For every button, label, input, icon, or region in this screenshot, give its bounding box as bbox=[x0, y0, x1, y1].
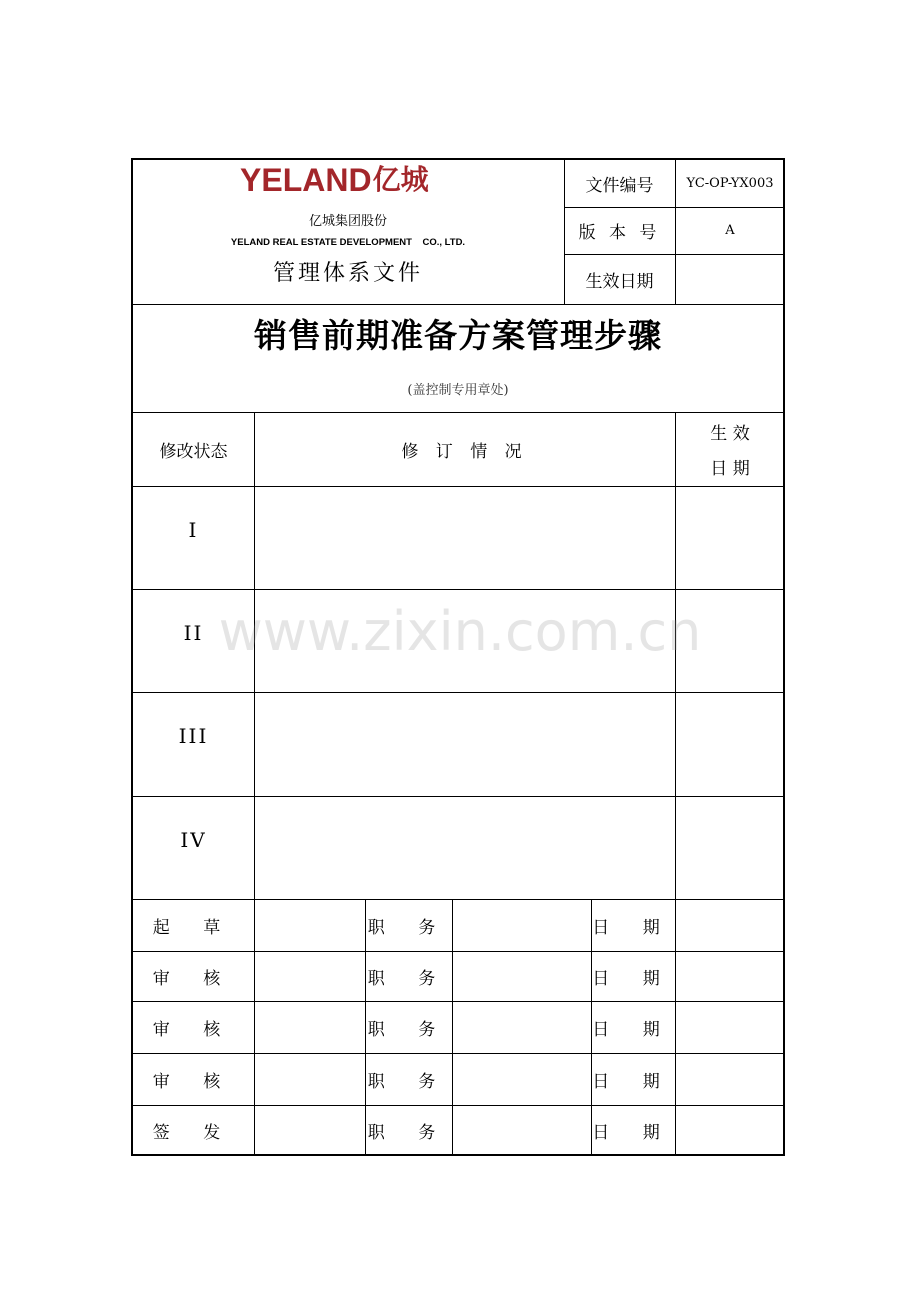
grid-line bbox=[452, 899, 453, 1156]
logo-wordmark: YELAND bbox=[240, 162, 372, 198]
company-name-en: YELAND REAL ESTATE DEVELOPMENT CO., LTD. bbox=[230, 237, 466, 248]
grid-line bbox=[675, 412, 676, 899]
grid-line bbox=[133, 899, 785, 900]
grid-line bbox=[133, 589, 785, 590]
signoff-date-label: 日 期 bbox=[592, 1123, 674, 1143]
version-value: A bbox=[725, 223, 735, 238]
revision-row-label: IV bbox=[180, 828, 207, 852]
grid-line bbox=[133, 486, 785, 487]
document-title: 销售前期准备方案管理步骤 bbox=[254, 316, 662, 355]
signoff-review-label: 审 核 bbox=[152, 968, 235, 989]
logo-cn-mark: 亿城 bbox=[372, 163, 429, 196]
document-type: 管理体系文件 bbox=[272, 261, 423, 286]
revision-status-header: 修改状态 bbox=[159, 441, 228, 462]
signoff-issue-label: 签 发 bbox=[152, 1123, 235, 1143]
grid-line bbox=[133, 304, 785, 305]
doc-number-value: YC-OP-YX003 bbox=[686, 176, 774, 191]
revision-row-label: II bbox=[183, 621, 204, 645]
grid-line bbox=[133, 796, 785, 797]
site-watermark: www.zixin.com.cn bbox=[218, 600, 702, 663]
grid-line bbox=[133, 692, 785, 693]
signoff-role-label: 职 务 bbox=[367, 1123, 450, 1143]
signoff-review-label: 审 核 bbox=[152, 1019, 235, 1040]
revision-row-label: III bbox=[178, 724, 209, 748]
grid-line bbox=[133, 1001, 785, 1002]
signoff-draft-label: 起 草 bbox=[152, 917, 235, 938]
company-logo bbox=[240, 162, 455, 198]
grid-line bbox=[675, 899, 676, 1156]
document-form bbox=[131, 158, 785, 1156]
signoff-date-label: 日 期 bbox=[592, 968, 674, 989]
revision-date-header-line1: 生 效 bbox=[710, 424, 750, 444]
grid-line bbox=[133, 1053, 785, 1054]
version-label: 版 本 号 bbox=[578, 223, 661, 243]
effective-date-label: 生效日期 bbox=[585, 271, 654, 292]
grid-line bbox=[254, 412, 255, 1156]
signoff-role-label: 职 务 bbox=[367, 1019, 450, 1040]
revision-date-header-line2: 日 期 bbox=[710, 459, 750, 479]
grid-line bbox=[133, 412, 785, 413]
grid-line bbox=[133, 951, 785, 952]
doc-number-label: 文件编号 bbox=[585, 176, 654, 196]
signoff-date-label: 日 期 bbox=[592, 917, 674, 938]
signoff-review-label: 审 核 bbox=[152, 1071, 235, 1092]
revision-date-header bbox=[675, 412, 785, 486]
stamp-placeholder: (盖控制专用章处) bbox=[407, 383, 509, 398]
grid-line bbox=[675, 160, 676, 304]
effective-date-value bbox=[675, 254, 785, 304]
company-name-cn: 亿城集团股份 bbox=[308, 214, 387, 229]
signoff-date-label: 日 期 bbox=[592, 1019, 674, 1040]
signoff-role-label: 职 务 bbox=[367, 917, 450, 938]
grid-line bbox=[133, 1105, 785, 1106]
revision-detail-header: 修 订 情 况 bbox=[401, 441, 528, 462]
revision-row-label: I bbox=[188, 518, 199, 542]
grid-line bbox=[564, 160, 565, 304]
signoff-date-label: 日 期 bbox=[592, 1071, 674, 1092]
signoff-role-label: 职 务 bbox=[367, 1071, 450, 1092]
signoff-role-label: 职 务 bbox=[367, 968, 450, 989]
